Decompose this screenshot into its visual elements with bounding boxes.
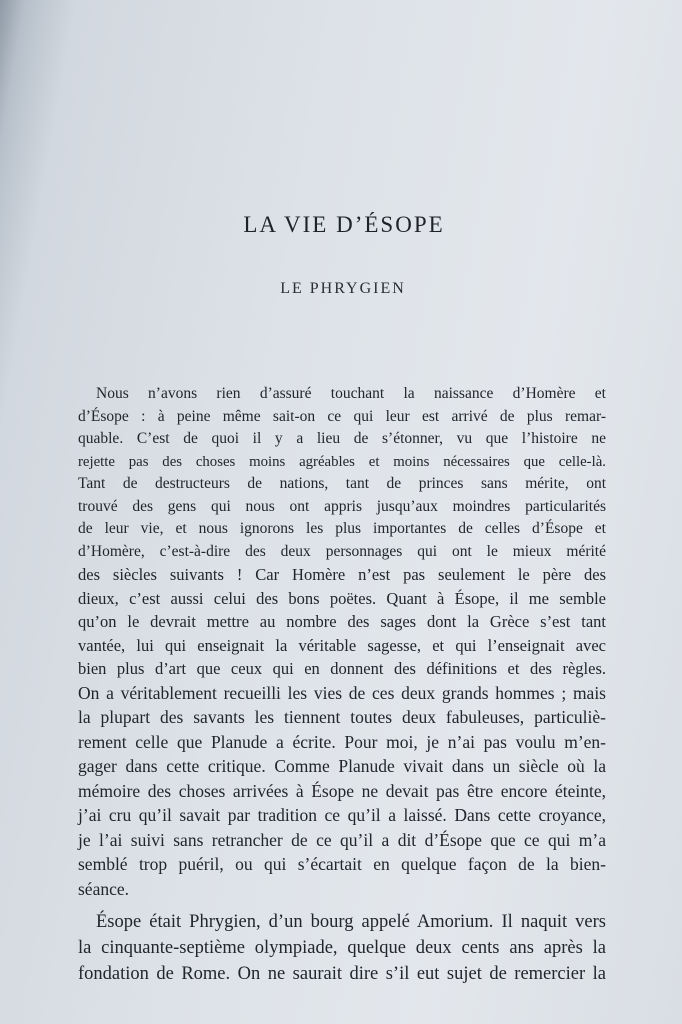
text-line: d’Homère, c’est-à-dire des deux personnages qui ont le mieux mérité <box>78 542 606 560</box>
text-line: bien plus d’art que ceux qui en donnent des définitions et des règles. <box>78 659 606 678</box>
text-line: gager dans cette critique. Comme Planude vivait dans un siècle où la <box>78 756 606 776</box>
text-line: quable. C’est de quoi il y a lieu de s’étonner, vu que l’histoire ne <box>78 430 606 447</box>
text-line: dieux, c’est aussi celui des bons poëtes. Quant à Ésope, il me semble <box>78 588 606 608</box>
text-line: trouvé des gens qui nous ont appris jusqu’aux moindres particularités <box>78 497 606 515</box>
text-line: semblé trop puéril, ou qui s’écartait en quelque façon de la bien- <box>78 854 606 874</box>
text-line: Nous n’avons rien d’assuré touchant la naissance d’Homère et <box>96 385 606 402</box>
text-line: mémoire des choses arrivées à Ésope ne devait pas être encore éteinte, <box>78 780 606 801</box>
text-line: j’ai cru qu’il savait par tradition ce qu’il a laissé. Dans cette croyance, <box>78 805 606 825</box>
page-subtitle: LE PHRYGIEN <box>280 280 406 297</box>
text-line: je l’ai suivi sans retrancher de ce qu’il a dit d’Ésope que ce qui m’a <box>78 829 606 850</box>
page-title: LA VIE D’ÉSOPE <box>243 212 445 237</box>
text-line: On a véritablement recueilli les vies de ces deux grands hommes ; mais <box>78 682 606 703</box>
text-line: qu’on le devrait mettre au nombre des sages dont la Grèce s’est tant <box>78 612 606 631</box>
body-text <box>78 383 606 987</box>
text-line: des siècles suivants ! Car Homère n’est pas seulement le père des <box>78 565 606 584</box>
text-line: Tant de destructeurs de nations, tant de princes sans mérite, ont <box>78 475 606 492</box>
paragraph-gap <box>78 901 606 909</box>
text-line: rejette pas des choses moins agréables et moins nécessaires que celle-là. <box>78 453 606 470</box>
text-line: Ésope était Phrygien, d’un bourg appelé Amorium. Il naquit vers <box>96 912 606 932</box>
text-line: de leur vie, et nous ignorons les plus importantes de celles d’Ésope et <box>78 520 606 537</box>
text-line: vantée, lui qui enseignait la véritable sagesse, et qui l’enseignait avec <box>78 635 606 655</box>
text-line: fondation de Rome. On ne saurait dire s’il eut sujet de remercier la <box>78 964 606 984</box>
text-line: la cinquante-septième olympiade, quelque deux cents ans après la <box>78 938 606 958</box>
text-line: d’Ésope : à peine même sait-on ce qui leur est arrivé de plus remar- <box>78 407 606 425</box>
text-line: séance. <box>78 878 130 899</box>
text-line: rement celle que Planude a écrite. Pour moi, je n’ai pas voulu m’en- <box>78 731 606 752</box>
text-line: la plupart des savants les tiennent toutes deux fabuleuses, particuliè- <box>78 707 606 727</box>
